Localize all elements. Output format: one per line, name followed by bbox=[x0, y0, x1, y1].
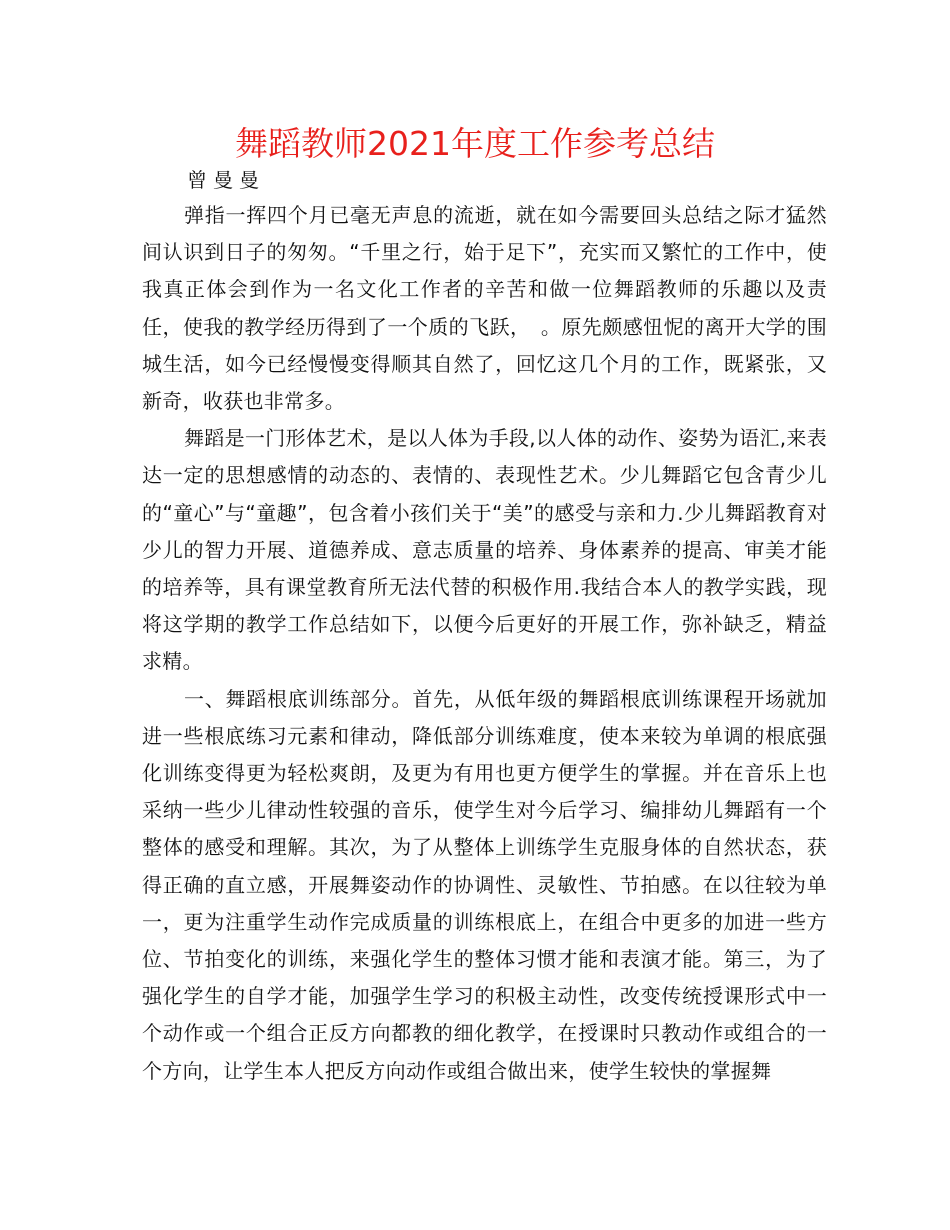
paragraph-dance-art: 舞蹈是一门形体艺术，是以人体为手段,以人体的动作、姿势为语汇,来表达一定的思想感情的动态的、表情的、表现性艺术。少儿舞蹈它包含青少儿的“童心”与“童趣”，包含着小孩们关于“美”的感受与亲和力.少儿舞蹈教育对少儿的智力开展、道德养成、意志质量的培养、身体素养的提高、审美才能的培养等，具有课堂教育所无法代替的积极作用.我结合本人的教学实践，现将这学期的教学工作总结如下，以便今后更好的开展工作，弥补缺乏，精益求精。 bbox=[142, 426, 827, 674]
document-author: 曾曼曼 bbox=[187, 168, 265, 192]
paragraph-intro: 弹指一挥四个月已毫无声息的流逝，就在如今需要回头总结之际才猛然间认识到日子的匆匆。“千里之行，始于足下”，充实而又繁忙的工作中，使我真正体会到作为一名文化工作者的辛苦和做一位舞蹈教师的乐趣以及责任，使我的教学经历得到了一个质的飞跃， 。原先颇感忸怩的离开大学的围城生活，如今已经慢慢变得顺其自然了，回忆这几个月的工作，既紧张，又新奇，收获也非常多。 bbox=[142, 203, 827, 414]
paragraph-basic-training: 一、舞蹈根底训练部分。首先，从低年级的舞蹈根底训练课程开场就加进一些根底练习元素和律动，降低部分训练难度，使本来较为单调的根底强化训练变得更为轻松爽朗，及更为有用也更方便学生的掌握。并在音乐上也采纳一些少儿律动性较强的音乐，使学生对今后学习、编排幼儿舞蹈有一个整体的感受和理解。其次，为了从整体上训练学生克服身体的自然状态，获得正确的直立感，开展舞姿动作的协调性、灵敏性、节拍感。在以往较为单一，更为注重学生动作完成质量的训练根底上，在组合中更多的加进一些方位、节拍变化的训练，来强化学生的整体习惯才能和表演才能。第三，为了强化学生的自学才能，加强学生学习的积极主动性，改变传统授课形式中一个动作或一个组合正反方向都教的细化教学，在授课时只教动作或组合的一个方向，让学生本人把反方向动作或组合做出来，使学生较快的掌握舞 bbox=[142, 686, 827, 1083]
document-body bbox=[142, 197, 827, 1090]
document-title: 舞蹈教师2021年度工作参考总结 bbox=[235, 124, 715, 163]
